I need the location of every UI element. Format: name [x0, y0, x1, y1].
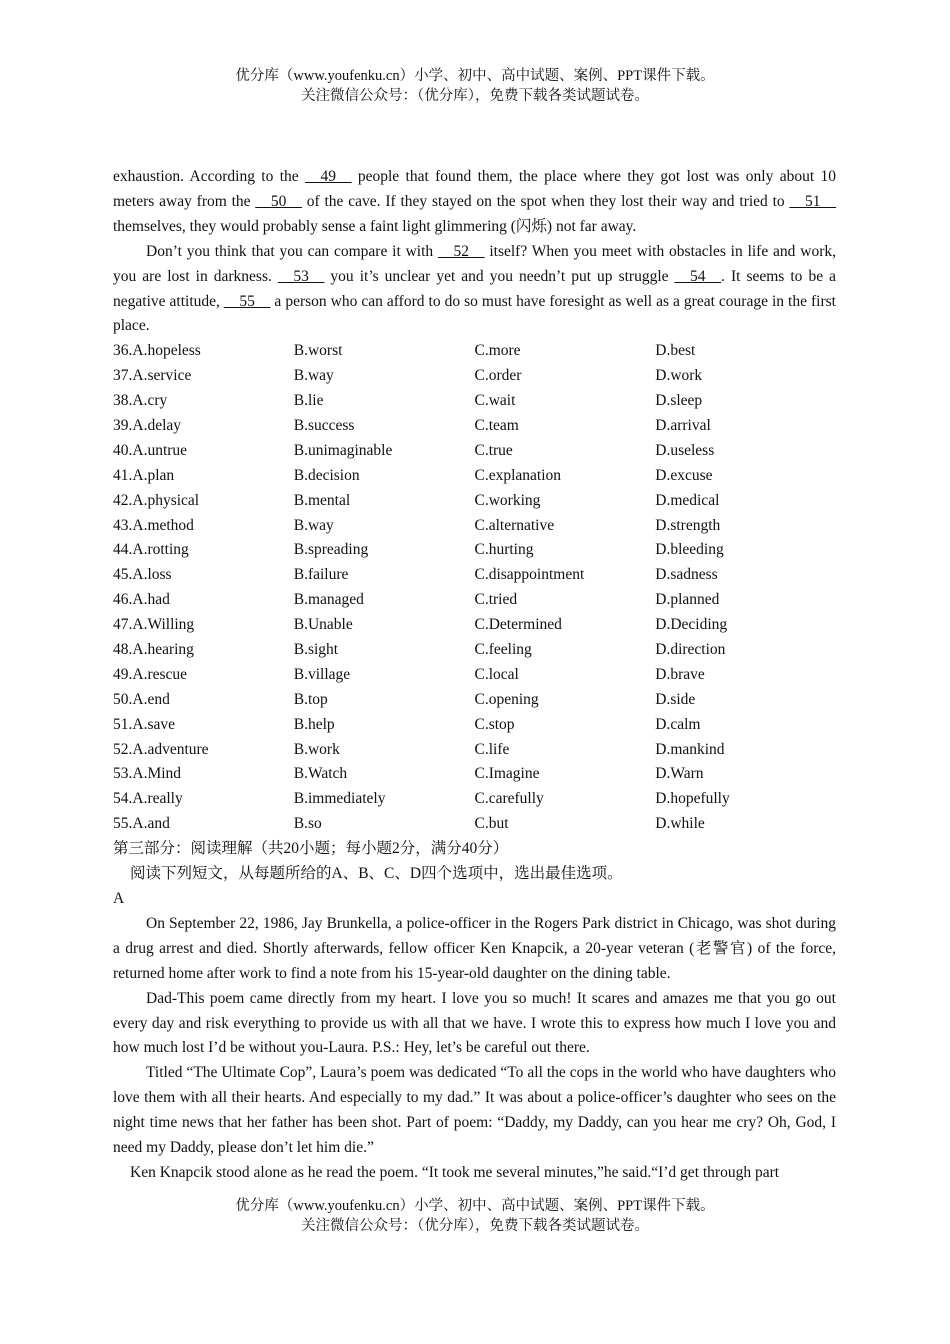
option-d: D.Warn — [655, 765, 704, 783]
option-d: D.Deciding — [655, 616, 728, 634]
option-c: C.but — [474, 815, 509, 833]
option-b: B.way — [293, 516, 334, 534]
option-b: B.mental — [293, 491, 351, 509]
option-row — [113, 489, 836, 514]
option-a: 54.A.really — [113, 790, 183, 808]
reading-a-paragraph-1: On September 22, 1986, Jay Brunkella, a police-officer in the Rogers Park district in Chicago, was shot during a drug arrest and died. Shortly afterwards, fellow officer Ken Knapcik, a 20-year veteran (老警官) of the force, returned home after work to find a note from his 15-year-old daughter on the dining table. — [113, 914, 836, 982]
option-d: D.medical — [655, 491, 720, 509]
option-c: C.more — [474, 342, 521, 360]
option-b: B.failure — [293, 566, 349, 584]
option-a: 41.A.plan — [113, 466, 175, 484]
option-row — [113, 389, 836, 414]
option-d: D.direction — [655, 641, 726, 659]
option-b: B.top — [293, 690, 328, 708]
options-list — [113, 339, 836, 837]
option-b: B.managed — [293, 591, 364, 609]
text-run: Don’t you think that you can compare it with — [146, 242, 439, 260]
option-c: C.order — [474, 367, 522, 385]
option-row — [113, 439, 836, 464]
option-d: D.work — [655, 367, 703, 385]
option-a: 46.A.had — [113, 591, 170, 609]
option-a: 49.A.rescue — [113, 665, 188, 683]
option-c: C.carefully — [474, 790, 544, 808]
header-line-1: 优分库（www.youfenku.cn）小学、初中、高中试题、案例、PPT课件下载。 — [235, 68, 715, 84]
text-run: a person who can afford to do so must have foresight as well as a great courage in the first place. — [113, 292, 836, 335]
option-a: 51.A.save — [113, 715, 175, 733]
option-row — [113, 538, 836, 563]
option-row — [113, 464, 836, 489]
option-c: C.true — [474, 441, 513, 459]
option-row — [113, 514, 836, 539]
section-3-title: 第三部分：阅读理解（共20小题；每小题2分，满分40分） — [113, 840, 509, 858]
option-a: 53.A.Mind — [113, 765, 182, 783]
blank-55: __55__ — [223, 292, 271, 310]
option-b: B.success — [293, 417, 355, 435]
option-c: C.team — [474, 417, 519, 435]
option-row — [113, 364, 836, 389]
option-c: C.working — [474, 491, 541, 509]
header-line-2: 关注微信公众号：（优分库），免费下载各类试题试卷。 — [301, 88, 649, 104]
passage-paragraph-1 — [113, 165, 836, 240]
option-b: B.way — [293, 367, 334, 385]
page-header — [0, 66, 950, 106]
option-row — [113, 713, 836, 738]
option-b: B.help — [293, 715, 335, 733]
blank-51: __51__ — [789, 192, 837, 210]
option-row — [113, 663, 836, 688]
option-a: 48.A.hearing — [113, 641, 194, 659]
text-run: of the cave. If they stayed on the spot when they lost their way and tried to — [301, 192, 790, 210]
option-a: 37.A.service — [113, 367, 192, 385]
option-b: B.so — [293, 815, 322, 833]
option-d: D.sadness — [655, 566, 718, 584]
option-a: 39.A.delay — [113, 417, 182, 435]
option-c: C.local — [474, 665, 519, 683]
text-run: . It seems to be a negative attitude, — [113, 267, 836, 310]
option-a: 47.A.Willing — [113, 616, 195, 634]
option-c: C.Imagine — [474, 765, 540, 783]
option-c: C.tried — [474, 591, 518, 609]
footer-line-2: 关注微信公众号：（优分库），免费下载各类试题试卷。 — [301, 1218, 649, 1234]
option-c: C.feeling — [474, 641, 532, 659]
page-content — [113, 165, 836, 1186]
option-c: C.alternative — [474, 516, 555, 534]
option-d: D.arrival — [655, 417, 711, 435]
option-d: D.sleep — [655, 392, 703, 410]
blank-52: __52__ — [438, 242, 485, 260]
option-b: B.decision — [293, 466, 360, 484]
option-d: D.strength — [655, 516, 721, 534]
blank-53: __53__ — [277, 267, 325, 285]
option-c: C.wait — [474, 392, 516, 410]
option-row — [113, 738, 836, 763]
text-run: people that found them, the place where they got lost was only about 10 meters away from the — [113, 168, 836, 210]
option-row — [113, 812, 836, 837]
blank-49: __49__ — [305, 168, 352, 185]
option-d: D.best — [655, 342, 696, 360]
option-row — [113, 638, 836, 663]
blank-54: __54__ — [674, 267, 722, 285]
option-a: 36.A.hopeless — [113, 342, 201, 360]
option-c: C.explanation — [474, 466, 562, 484]
option-a: 38.A.cry — [113, 392, 168, 410]
option-b: B.village — [293, 665, 351, 683]
option-d: D.side — [655, 690, 696, 708]
text-run: itself? When you meet with obstacles in life and work, you are lost in darkness. — [113, 242, 836, 285]
option-d: D.bleeding — [655, 541, 724, 559]
option-row — [113, 787, 836, 812]
option-d: D.excuse — [655, 466, 713, 484]
option-d: D.brave — [655, 665, 705, 683]
option-a: 50.A.end — [113, 690, 170, 708]
footer-line-1: 优分库（www.youfenku.cn）小学、初中、高中试题、案例、PPT课件下载。 — [235, 1198, 715, 1214]
text-run: exhaustion. According to the — [113, 168, 305, 185]
option-d: D.while — [655, 815, 705, 833]
reading-a-paragraph-3: Titled “The Ultimate Cop”, Laura’s poem was dedicated “To all the cops in the world who have daughters who love them with all their hearts. And especially to my dad.” It was about a police-officer’s daughter who sees on the night time news that her father has been shot. Part of poem: “Daddy, my Daddy, can you hear me cry? Oh, God, I need my Daddy, please don’t let him die.” — [113, 1064, 836, 1157]
option-c: C.Determined — [474, 616, 562, 634]
section-3-instruction: 阅读下列短文，从每题所给的A、B、C、D四个选项中，选出最佳选项。 — [130, 865, 623, 883]
option-c: C.opening — [474, 690, 539, 708]
option-b: B.lie — [293, 392, 324, 410]
option-row — [113, 563, 836, 588]
option-b: B.worst — [293, 342, 343, 360]
option-b: B.spreading — [293, 541, 369, 559]
option-d: D.planned — [655, 591, 720, 609]
text-run: themselves, they would probably sense a faint light glimmering (闪烁) not far away. — [113, 217, 637, 235]
option-b: B.work — [293, 740, 340, 758]
blank-50: __50__ — [255, 192, 302, 210]
option-a: 42.A.physical — [113, 491, 200, 509]
option-d: D.useless — [655, 441, 715, 459]
option-d: D.calm — [655, 715, 701, 733]
option-b: B.immediately — [293, 790, 386, 808]
option-a: 55.A.and — [113, 815, 170, 833]
option-row — [113, 339, 836, 364]
option-b: B.Unable — [293, 616, 353, 634]
option-a: 44.A.rotting — [113, 541, 189, 559]
text-run: you it’s unclear yet and you needn’t put up struggle — [324, 267, 675, 285]
option-d: D.mankind — [655, 740, 725, 758]
option-c: C.hurting — [474, 541, 534, 559]
option-row — [113, 414, 836, 439]
option-row — [113, 613, 836, 638]
passage-paragraph-2 — [113, 240, 836, 340]
option-c: C.life — [474, 740, 510, 758]
option-b: B.Watch — [293, 765, 348, 783]
option-a: 52.A.adventure — [113, 740, 209, 758]
option-a: 45.A.loss — [113, 566, 172, 584]
option-b: B.sight — [293, 641, 339, 659]
option-c: C.stop — [474, 715, 515, 733]
option-a: 43.A.method — [113, 516, 194, 534]
reading-a-paragraph-2: Dad-This poem came directly from my heart. I love you so much! It scares and amazes me that you go out every day and risk everything to provide us with all that we have. I wrote this to express how much I love you and how much lost I’d be without you-Laura. P.S.: Hey, let’s be careful out there. — [113, 989, 836, 1057]
option-a: 40.A.untrue — [113, 441, 188, 459]
option-row — [113, 588, 836, 613]
option-row — [113, 688, 836, 713]
passage-a-label: A — [113, 889, 125, 907]
option-b: B.unimaginable — [293, 441, 393, 459]
page-footer — [0, 1196, 950, 1236]
option-c: C.disappointment — [474, 566, 585, 584]
reading-a-paragraph-4: Ken Knapcik stood alone as he read the poem. “It took me several minutes,”he said.“I’d get through part — [130, 1163, 780, 1181]
option-d: D.hopefully — [655, 790, 730, 808]
option-row — [113, 762, 836, 787]
